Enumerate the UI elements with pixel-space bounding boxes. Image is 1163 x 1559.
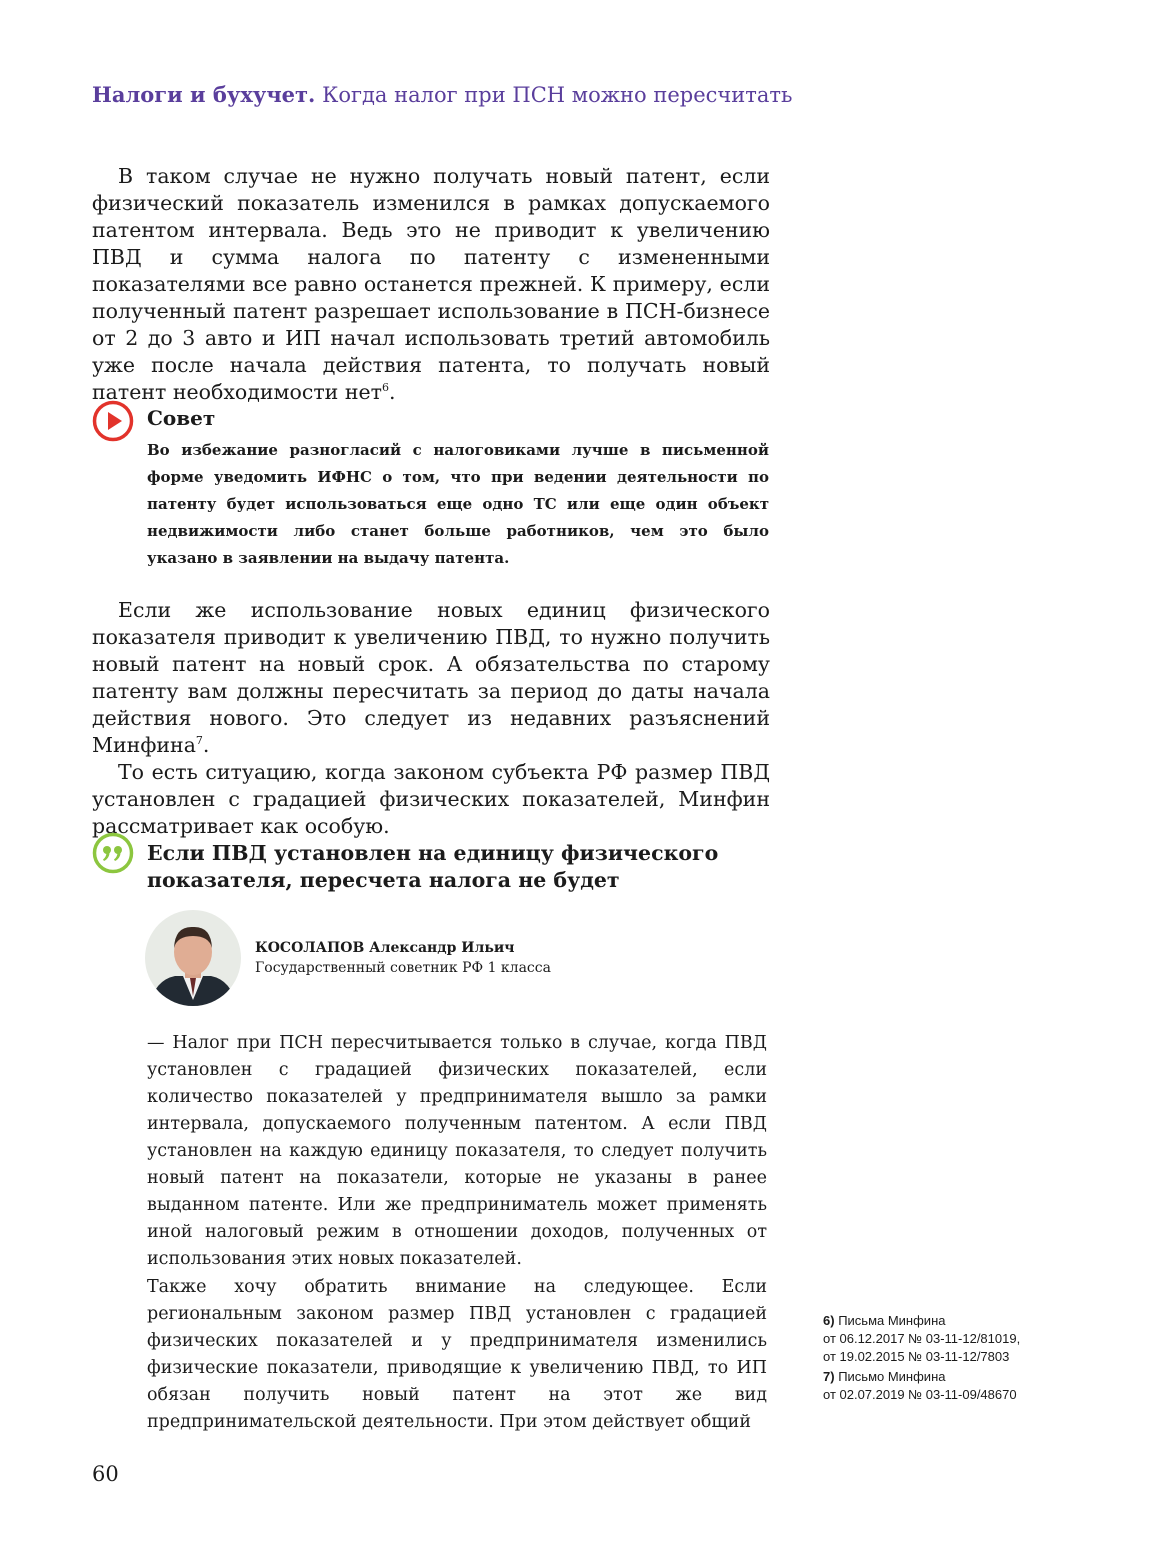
footnote-7-line-1: от 02.07.2019 № 03-11-09/48670: [823, 1387, 1017, 1402]
main-paragraphs: [92, 597, 770, 840]
intro-text: В таком случае не нужно получать новый патент, если физический показатель изменился в рамках допускаемого патентом интервала. Ведь это не приводит к увеличению ПВД и сумма налога по патенту с измененными показателями все равно останется прежней. К примеру, если полученный патент разрешает использование в ПСН-бизнесе от 2 до 3 авто и ИП начал использовать третий автомобиль уже после начала действия патента, то получать новый патент необходимости нет: [92, 164, 770, 404]
quote-marks-icon: [92, 832, 134, 874]
footnote-7: [823, 1368, 1063, 1404]
page-number: 60: [92, 1462, 119, 1486]
header-section: Налоги и бухучет.: [92, 82, 316, 107]
author-role: Государственный советник РФ 1 класса: [255, 960, 551, 976]
interview-text-1: [147, 1030, 767, 1273]
author-portrait: [145, 910, 241, 1006]
footnote-6-line-2: от 19.02.2015 № 03-11-12/7803: [823, 1349, 1010, 1364]
interview-paragraph-1: — Налог при ПСН пересчитывается только в случае, когда ПВД установлен с градацией физических показателей, если количество показателей у предпринимателя вышло за рамки интервала, допускаемого полученным патентом. А если ПВД установлен на каждую единицу показателя, то следует получить новый патент на показатели, которые не указаны в ранее выданном патенте. Или же предприниматель может применять иной налоговый режим в отношении доходов, полученных от использования этих новых показателей.: [147, 1033, 767, 1269]
footnotes: [823, 1312, 1063, 1406]
footnote-7-title: Письмо Минфина: [838, 1369, 946, 1384]
footnote-6-line-1: от 06.12.2017 № 03-11-12/81019,: [823, 1331, 1021, 1346]
header-title: Когда налог при ПСН можно пересчитать: [322, 83, 793, 107]
interview-paragraph-2: Также хочу обратить внимание на следующее. Если региональным законом размер ПВД установлен с градацией физических показателей и у предпринимателя изменились физические показатели, приводящие к увеличению ПВД, то ИП обязан получить новый патент на этот же вид предпринимательской деятельности. При этом действует общий: [147, 1277, 767, 1432]
avatar: [145, 910, 241, 1006]
para3-text: То есть ситуацию, когда законом субъекта РФ размер ПВД установлен с градацией физических показателей, Минфин рассматривает как особую.: [92, 760, 770, 838]
footnote-6-number: 6): [823, 1313, 835, 1328]
intro-end: .: [388, 380, 396, 404]
quote-title: Если ПВД установлен на единицу физического показателя, пересчета налога не будет: [147, 841, 719, 892]
intro-paragraph: [92, 163, 770, 406]
author-name: КОСОЛАПОВ Александр Ильич: [255, 940, 515, 956]
play-circle-icon: [92, 400, 134, 442]
para2-text: Если же использование новых единиц физического показателя приводит к увеличению ПВД, то нужно получить новый патент на новый срок. А обязательства по старому патенту вам должны пересчитать за период до даты начала действия нового. Это следует из недавних разъяснений Минфина: [92, 598, 770, 757]
footnote-6: [823, 1312, 1063, 1366]
para2-end: .: [202, 733, 210, 757]
footnote-7-number: 7): [823, 1369, 835, 1384]
page-header: [92, 82, 792, 107]
tip-body: Во избежание разногласий с налоговиками лучше в письменной форме уведомить ИФНС о том, что при ведении деятельности по патенту будет использоваться еще одно ТС или еще один объект недвижимости либо станет больше работников, чем это было указано в заявлении на выдачу патента.: [147, 441, 769, 567]
footnote-6-title: Письма Минфина: [838, 1313, 946, 1328]
footnote-ref-6[interactable]: 6: [381, 381, 389, 395]
footnote-ref-7[interactable]: 7: [195, 734, 203, 748]
tip-title: Совет: [147, 406, 216, 430]
interview-text-2: [147, 1274, 767, 1436]
